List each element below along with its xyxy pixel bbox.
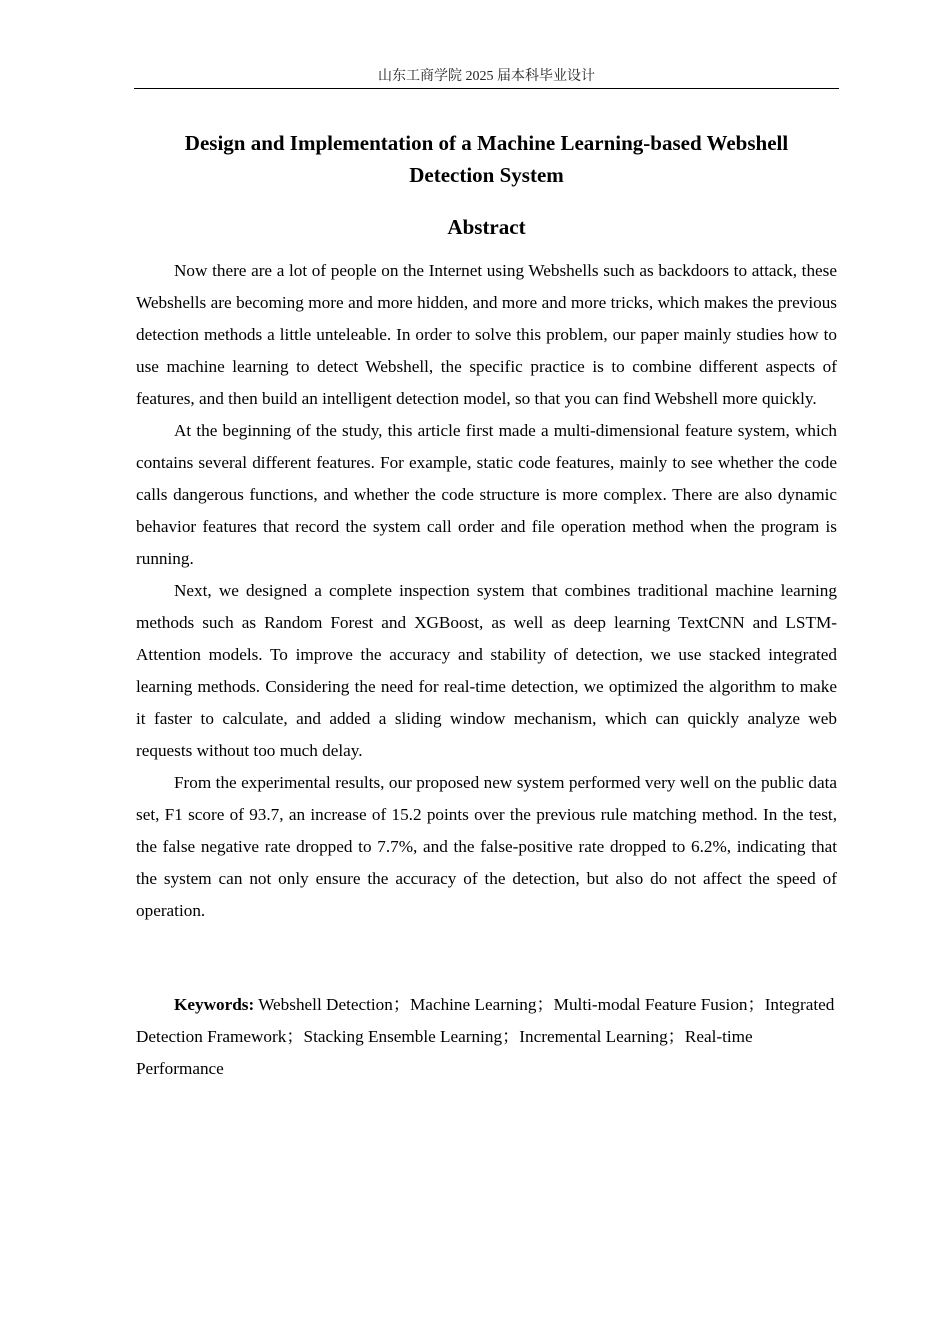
paper-title	[134, 127, 839, 191]
abstract-paragraph-1: Now there are a lot of people on the Internet using Webshells such as backdoors to attack, these Webshells are becoming more and more hidden, and more and more tricks, which makes the previous detection methods a little unteleable. In order to solve this problem, our paper mainly studies how to use machine learning to detect Webshell, the specific practice is to combine different aspects of features, and then build an intelligent detection model, so that you can find Webshell more quickly.	[136, 261, 837, 408]
keywords-label: Keywords:	[174, 995, 255, 1014]
keywords-block	[136, 989, 837, 1085]
abstract-heading: Abstract	[447, 215, 526, 239]
abstract-paragraph-3: Next, we designed a complete inspection system that combines traditional machine learning methods such as Random Forest and XGBoost, as well as deep learning TextCNN and LSTM-Attention models. To improve the accuracy and stability of detection, we use stacked integrated learning methods. Considering the need for real-time detection, we optimized the algorithm to make it faster to calculate, and added a sliding window mechanism, which can quickly analyze web requests without too much delay.	[136, 581, 837, 760]
abstract-paragraph-2: At the beginning of the study, this article first made a multi-dimensional feature system, which contains several different features. For example, static code features, mainly to see whether the code calls dangerous functions, and whether the code structure is more complex. There are also dynamic behavior features that record the system call order and file operation method when the program is running.	[136, 421, 837, 568]
keywords-text: Webshell Detection；Machine Learning；Multi-modal Feature Fusion；Integrated Detection Framework；Stacking Ensemble Learning；Incremental Learning；Real-time Performance	[136, 995, 835, 1078]
paper-title-line-2: Detection System	[409, 163, 564, 187]
abstract-paragraph-4: From the experimental results, our proposed new system performed very well on the public data set, F1 score of 93.7, an increase of 15.2 points over the previous rule matching method. In the test, the false negative rate dropped to 7.7%, and the false-positive rate dropped to 6.2%, indicating that the system can not only ensure the accuracy of the detection, but also do not affect the speed of operation.	[136, 773, 837, 920]
page-header	[134, 66, 839, 89]
abstract-body	[136, 255, 837, 927]
page-header-text: 山东工商学院 2025 届本科毕业设计	[378, 69, 595, 84]
paper-title-line-1: Design and Implementation of a Machine Learning-based Webshell	[184, 131, 789, 155]
